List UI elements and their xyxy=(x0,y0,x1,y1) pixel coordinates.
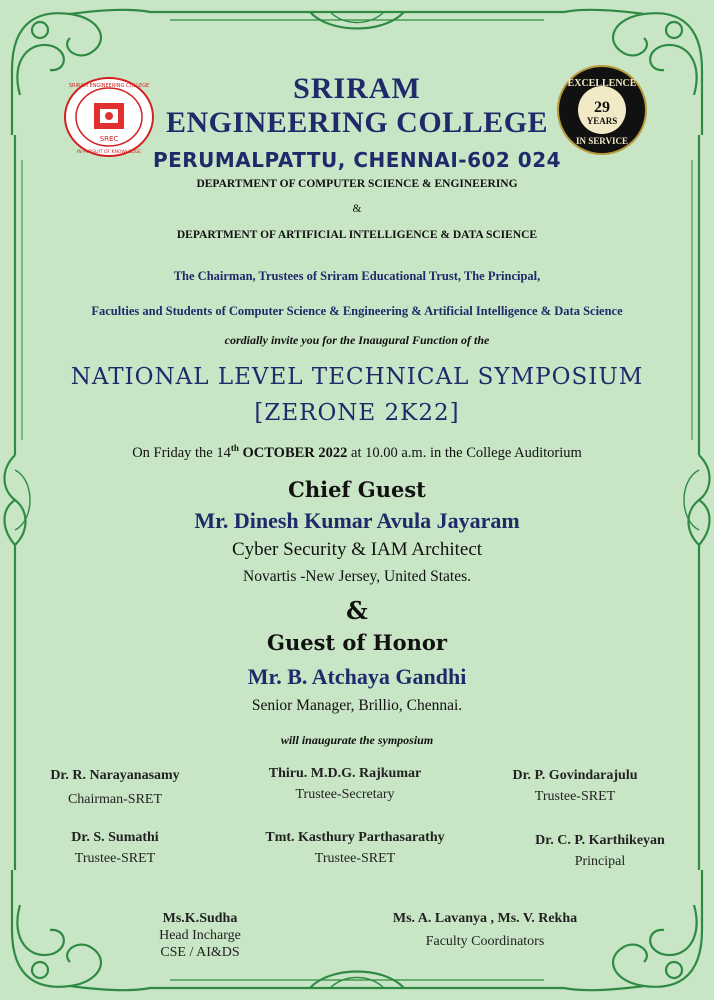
hod-role: Head Incharge xyxy=(159,928,241,943)
dignitary-role: Trustee-Secretary xyxy=(295,787,395,802)
chief-guest-org: Novartis -New Jersey, United States. xyxy=(243,568,471,585)
dept-ampersand: & xyxy=(352,203,362,215)
date-prefix: On Friday the 14 xyxy=(132,444,231,461)
dignitary-card xyxy=(30,830,200,867)
logo-ring-bottom: IN PURSUIT OF KNOWLEDGE xyxy=(77,150,141,155)
dignitary-card xyxy=(245,766,445,803)
date-venue: at 10.00 a.m. in the College Auditorium xyxy=(347,444,582,461)
coordinators-block xyxy=(360,910,610,950)
guest-of-honor-name: Mr. B. Atchaya Gandhi xyxy=(247,664,467,689)
hod-dept: CSE / AI&DS xyxy=(160,945,240,960)
chief-guest-role: Cyber Security & IAM Architect xyxy=(231,539,483,560)
badge-bottom-text: IN SERVICE xyxy=(576,136,628,146)
guest-of-honor-role: Senior Manager, Brillio, Chennai. xyxy=(251,697,463,714)
dignitary-name: Tmt. Kasthury Parthasarathy xyxy=(265,830,445,845)
chief-guest-heading: Chief Guest xyxy=(288,477,426,502)
badge-years-label: YEARS xyxy=(586,116,618,126)
college-name-line2: ENGINEERING COLLEGE xyxy=(165,106,549,139)
logo-center-text: SREC xyxy=(99,135,119,143)
chief-guest-name: Mr. Dinesh Kumar Avula Jayaram xyxy=(194,508,520,533)
date-suffix: th xyxy=(230,443,239,453)
dignitary-name: Dr. P. Govindarajulu xyxy=(512,768,638,783)
ampersand-divider: & xyxy=(346,596,368,625)
dept-cse: DEPARTMENT OF COMPUTER SCIENCE & ENGINEERING xyxy=(196,178,518,190)
dignitary-name: Dr. S. Sumathi xyxy=(71,830,159,845)
dignitary-role: Trustee-SRET xyxy=(74,851,156,866)
inaugurate-line: will inaugurate the symposium xyxy=(280,733,434,747)
coordinator-role: Faculty Coordinators xyxy=(425,934,545,949)
college-address: PERUMALPATTU, CHENNAI-602 024 xyxy=(152,148,562,172)
badge-top-text: EXCELLENCE xyxy=(567,78,637,89)
hod-block xyxy=(130,910,270,961)
dignitary-card xyxy=(30,768,200,808)
dignitary-role: Principal xyxy=(574,854,626,869)
dignitary-card xyxy=(490,768,660,805)
dept-aids: DEPARTMENT OF ARTIFICIAL INTELLIGENCE & DATA SCIENCE xyxy=(176,229,538,241)
dignitary-name: Dr. R. Narayanasamy xyxy=(50,768,180,783)
symposium-name: [ZERONE 2K22] xyxy=(254,400,460,426)
dignitary-card xyxy=(240,830,470,867)
symposium-title: NATIONAL LEVEL TECHNICAL SYMPOSIUM xyxy=(70,364,644,390)
date-month-year: OCTOBER 2022 xyxy=(238,444,348,461)
logo-ring-top: SRIRAM ENGINEERING COLLEGE xyxy=(68,83,150,89)
dignitary-name: Dr. C. P. Karthikeyan xyxy=(535,833,665,848)
invite-line-3: cordially invite you for the Inaugural Function of the xyxy=(224,333,490,347)
coordinator-names: Ms. A. Lavanya , Ms. V. Rekha xyxy=(392,911,578,926)
badge-years-number: 29 xyxy=(594,99,610,116)
dignitary-card xyxy=(500,833,700,870)
dignitary-name: Thiru. M.D.G. Rajkumar xyxy=(268,766,422,781)
event-date-line xyxy=(0,443,714,462)
guest-of-honor-heading: Guest of Honor xyxy=(267,630,447,655)
invite-line-2: Faculties and Students of Computer Science & Engineering & Artificial Intelligence & Data Science xyxy=(91,304,623,318)
hod-name: Ms.K.Sudha xyxy=(162,911,238,926)
college-name-line1: SRIRAM xyxy=(293,72,421,105)
dignitary-role: Chairman-SRET xyxy=(67,792,163,807)
dignitary-role: Trustee-SRET xyxy=(534,789,616,804)
invite-line-1: The Chairman, Trustees of Sriram Educational Trust, The Principal, xyxy=(173,269,541,283)
dignitary-role: Trustee-SRET xyxy=(314,851,396,866)
